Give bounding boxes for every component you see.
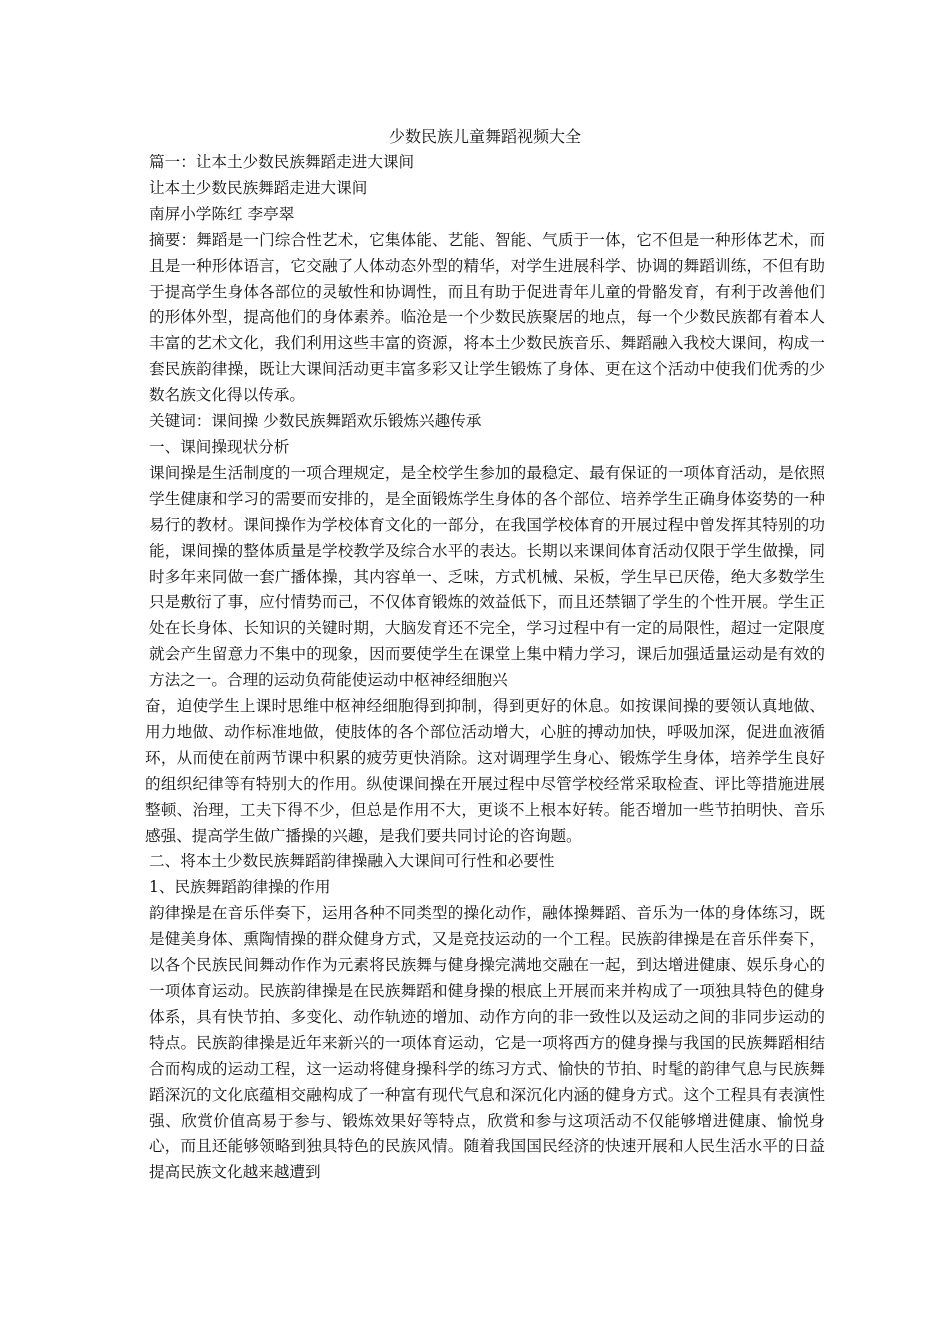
article-title: 让本土少数民族舞蹈走进大课间 bbox=[149, 178, 368, 197]
section-heading-1: 一、课间操现状分析 bbox=[149, 437, 290, 456]
document-page bbox=[145, 124, 825, 1186]
subsection-1-paragraph: 韵律操是在音乐伴奏下，运用各种不同类型的操化动作，融体操舞蹈、音乐为一体的身体练习，既是健美身体、熏陶情操的群众健身方式，又是竞技运动的一个工程。民族韵律操是在音乐伴奏下，以各个民族民间舞动作作为元素将民族舞与健身操完满地交融在一起，到达增进健康、娱乐身心的一项体育运动。民族韵律操是在民族舞蹈和健身操的根底上开展而来并构成了一项独具特色的健身体系，具有快节拍、多变化、动作轨迹的增加、动作方向的非一致性以及运动之间的非同步运动的特点。民族韵律操是近年来新兴的一项体育运动，它是一项将西方的健身操与我国的民族舞蹈相结合而构成的运动工程，这一运动将健身操科学的练习方式、愉快的节拍、时髦的韵律气息与民族舞蹈深沉的文化底蕴相交融构成了一种富有现代气息和深沉化内涵的健身方式。这个工程具有表演性强、欣赏价值高易于参与、锻炼效果好等特点，欣赏和参与这项活动不仅能够增进健康、愉悦身心，而且还能够领略到独具特色的民族风情。随着我国国民经济的快速开展和人民生活水平的日益提高民族文化越来越遭到 bbox=[149, 904, 825, 1182]
keywords: 关键词：课间操 少数民族舞蹈欢乐锻炼兴趣传承 bbox=[149, 412, 482, 431]
section-1-paragraph-1: 课间操是生活制度的一项合理规定，是全校学生参加的最稳定、最有保证的一项体育活动，是依照学生健康和学习的需要而安排的，是全面锻炼学生身体的各个部位、培养学生正确身体姿势的一种易行的教材。课间操作为学校体育文化的一部分，在我国学校体育的开展过程中曾发挥其特别的功能，课间操的整体质量是学校教学及综合水平的表达。长期以来课间体育活动仅限于学生做操，同时多年来同做一套广播体操，其内容单一、乏味，方式机械、呆板，学生早已厌倦，绝大多数学生只是敷衍了事，应付情势而己，不仅体育锻炼的效益低下，而且还禁锢了学生的个性开展。学生正处在长身体、长知识的关键时期，大脑发育还不完全，学习过程中有一定的局限性，超过一定限度就会产生留意力不集中的现象，因而要使学生在课堂上集中精力学习，课后加强适量运动是有效的方法之一。合理的运动负荷能使运动中枢神经细胞兴 bbox=[149, 463, 825, 690]
section-heading-2: 二、将本土少数民族舞蹈韵律操融入大课间可行性和必要性 bbox=[149, 852, 555, 871]
subsection-heading-1: 1、民族舞蹈韵律操的作用 bbox=[149, 878, 331, 897]
abstract-paragraph: 摘要：舞蹈是一门综合性艺术，它集体能、艺能、智能、气质于一体，它不但是一种形体艺术，而且是一种形体语言，它交融了人体动态外型的精华，对学生进展科学、协调的舞蹈训练，不但有助于提高学生身体各部位的灵敏性和协调性，而且有助于促进青年儿童的骨骼发育，有利于改善他们的形体外型，提高他们的身体素养。临沧是一个少数民族聚居的地点，每一个少数民族都有着本人丰富的艺术文化，我们利用这些丰富的资源，将本土少数民族音乐、舞蹈融入我校大课间，构成一套民族韵律操，既让大课间活动更丰富多彩又让学生锻炼了身体、更在这个活动中使我们优秀的少数名族文化得以传承。 bbox=[149, 230, 825, 405]
section-1-paragraph-2: 奋，迫使学生上课时思维中枢神经细胞得到抑制，得到更好的休息。如按课间操的要领认真地做、用力地做、动作标准地做，使肢体的各个部位活动增大，心脏的搏动加快，呼吸加深，促进血液循环，从而使在前两节课中积累的疲劳更快消除。这对调理学生身心、锻炼学生身体，培养学生良好的组织纪律等有特别大的作用。纵使课间操在开展过程中尽管学校经常采取检查、评比等措施进展整顿、治理，工夫下得不少，但总是作用不大，更谈不上根本好转。能否增加一些节拍明快、音乐感强、提高学生做广播操的兴趣，是我们要共同讨论的咨询题。 bbox=[145, 697, 825, 845]
document-title: 少数民族儿童舞蹈视频大全 bbox=[388, 127, 581, 146]
chapter-heading: 篇一：让本土少数民族舞蹈走进大课间 bbox=[149, 153, 415, 171]
authors: 南屏小学陈红 李亭翠 bbox=[149, 204, 295, 223]
